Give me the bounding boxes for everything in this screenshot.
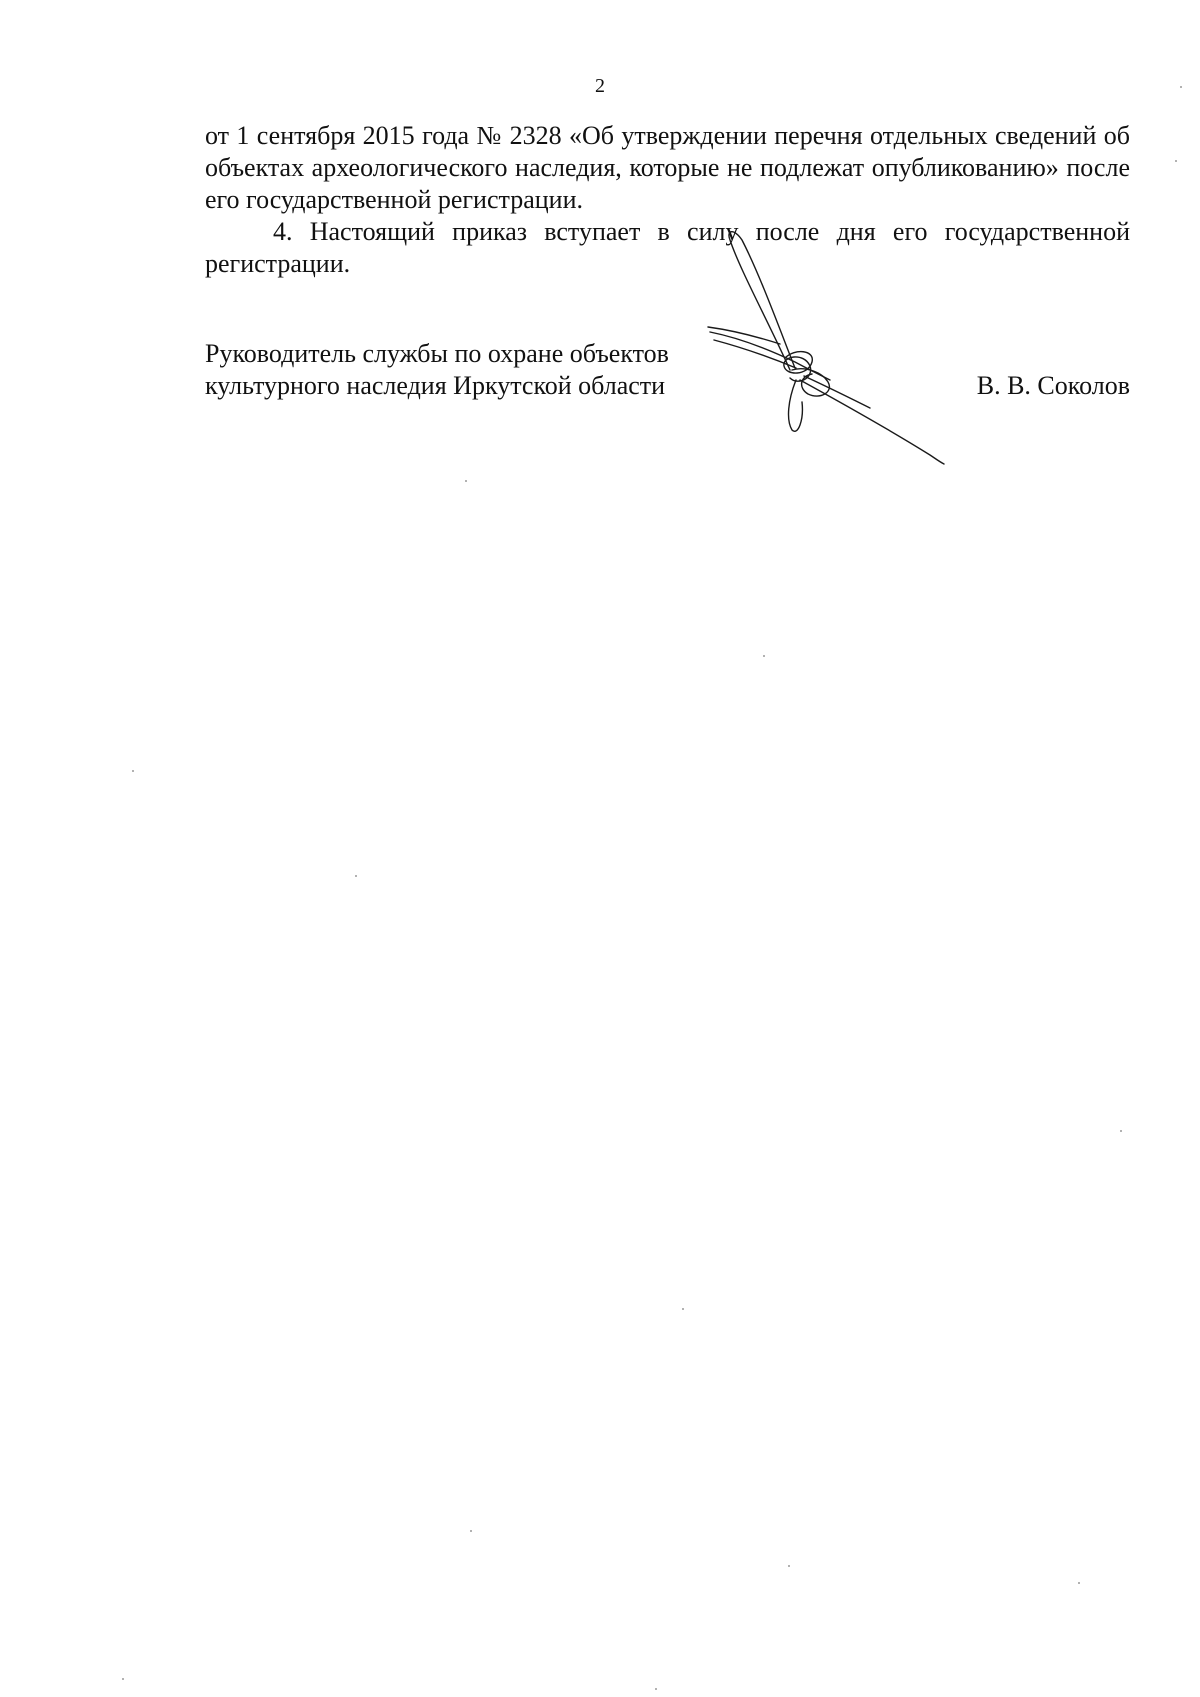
signatory-name: В. В. Соколов xyxy=(976,371,1130,400)
paragraph-item-4: 4. Настоящий приказ вступает в силу после дня его государственной регистрации. xyxy=(205,217,1130,278)
scan-speck xyxy=(122,1678,124,1680)
scan-speck xyxy=(682,1308,684,1310)
scan-speck xyxy=(132,770,134,772)
scan-speck xyxy=(655,1688,657,1690)
signatory-position-line-2: культурного наследия Иркутской области xyxy=(205,371,666,400)
scan-speck xyxy=(1175,160,1177,162)
page-number: 2 xyxy=(595,75,605,97)
signatory-position xyxy=(205,338,725,402)
scan-speck xyxy=(470,1530,472,1532)
paragraph-continuation: от 1 сентября 2015 года № 2328 «Об утверждении перечня отдельных сведений об объектах археологического наследия, которые не подлежат опубликованию» после его государственной регистрации. xyxy=(205,121,1130,214)
scan-speck xyxy=(1180,86,1182,88)
scan-speck xyxy=(1120,1130,1122,1132)
scan-speck xyxy=(465,480,467,482)
scan-speck xyxy=(763,655,765,657)
handwritten-signature-icon xyxy=(700,230,970,470)
scan-speck xyxy=(355,875,357,877)
scan-speck xyxy=(788,1565,790,1567)
scan-speck xyxy=(1078,1582,1080,1584)
signatory-position-line-1: Руководитель службы по охране объектов xyxy=(205,339,669,368)
document-body xyxy=(205,120,1130,280)
